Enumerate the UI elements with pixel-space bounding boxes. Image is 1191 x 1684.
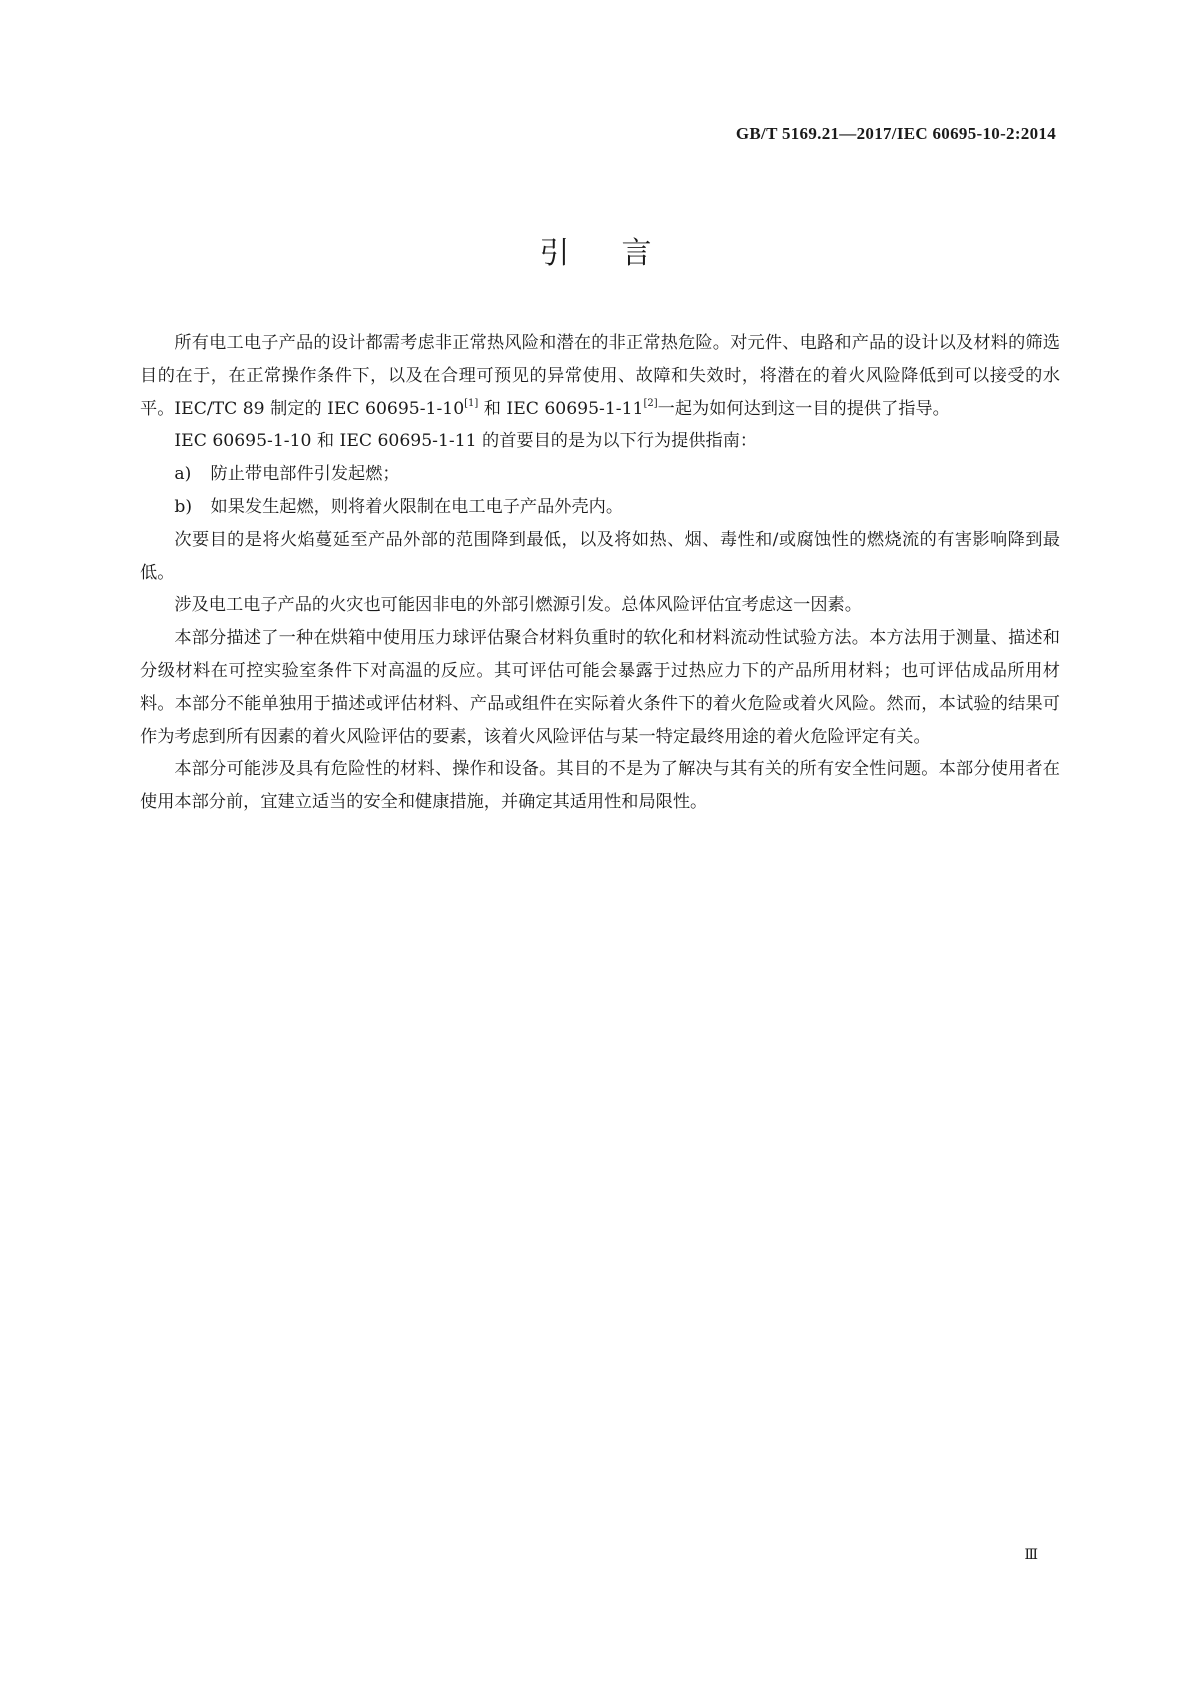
paragraph-5: 本部分描述了一种在烘箱中使用压力球评估聚合材料负重时的软化和材料流动性试验方法。本方法用于测量、描述和分级材料在可控实验室条件下对高温的反应。其可评估可能会暴露于过热应力下的产品所用材料；也可评估成品所用材料。本部分不能单独用于描述或评估材料、产品或组件在实际着火条件下的着火危险或着火风险。然而，本试验的结果可作为考虑到所有因素的着火风险评估的要素，该着火风险评估与某一特定最终用途的着火危险评定有关。 (140, 628, 1060, 747)
reference-2[interactable]: [2] (643, 397, 658, 409)
paragraph-1-end: 一起为如何达到这一目的提供了指导。 (657, 398, 950, 419)
paragraph-2: IEC 60695-1-10 和 IEC 60695-1-11 的首要目的是为以下行为提供指南： (174, 431, 758, 452)
paragraph-1 (140, 327, 1060, 425)
body-text (140, 327, 1060, 819)
paragraph-1-text: 所有电工电子产品的设计都需考虑非正常热风险和潜在的非正常热危险。对元件、电路和产品的设计以及材料的筛选目的在于，在正常操作条件下，以及在合理可预见的异常使用、故障和失效时，将潜在的着火风险降低到可以接受的水平。IEC/TC 89 制定的 IEC 60695-1-10 (140, 333, 1060, 419)
paragraph-4: 涉及电工电子产品的火灾也可能因非电的外部引燃源引发。总体风险评估宜考虑这一因素。 (174, 595, 862, 616)
reference-1[interactable]: [1] (464, 397, 479, 409)
list-item-a-text: 防止带电部件引发起燃； (210, 464, 400, 485)
paragraph-3: 次要目的是将火焰蔓延至产品外部的范围降到最低，以及将如热、烟、毒性和/或腐蚀性的燃烧流的有害影响降到最低。 (140, 529, 1060, 583)
page-title: 引言 (539, 236, 704, 271)
paragraph-1-mid: 和 IEC 60695-1-11 (478, 398, 644, 419)
paragraph-6: 本部分可能涉及具有危险性的材料、操作和设备。其目的不是为了解决与其有关的所有安全性问题。本部分使用者在使用本部分前，宜建立适当的安全和健康措施，并确定其适用性和局限性。 (140, 759, 1060, 813)
list-item-b (140, 491, 1060, 524)
page-number: Ⅲ (1024, 1548, 1037, 1563)
standard-code: GB/T 5169.21—2017/IEC 60695-10-2:2014 (735, 124, 1056, 143)
list-item-a (140, 458, 1060, 491)
list-marker-a: a) (174, 464, 192, 485)
list-item-b-text: 如果发生起燃，则将着火限制在电工电子产品外壳内。 (210, 496, 624, 517)
list-marker-b: b) (174, 496, 193, 517)
